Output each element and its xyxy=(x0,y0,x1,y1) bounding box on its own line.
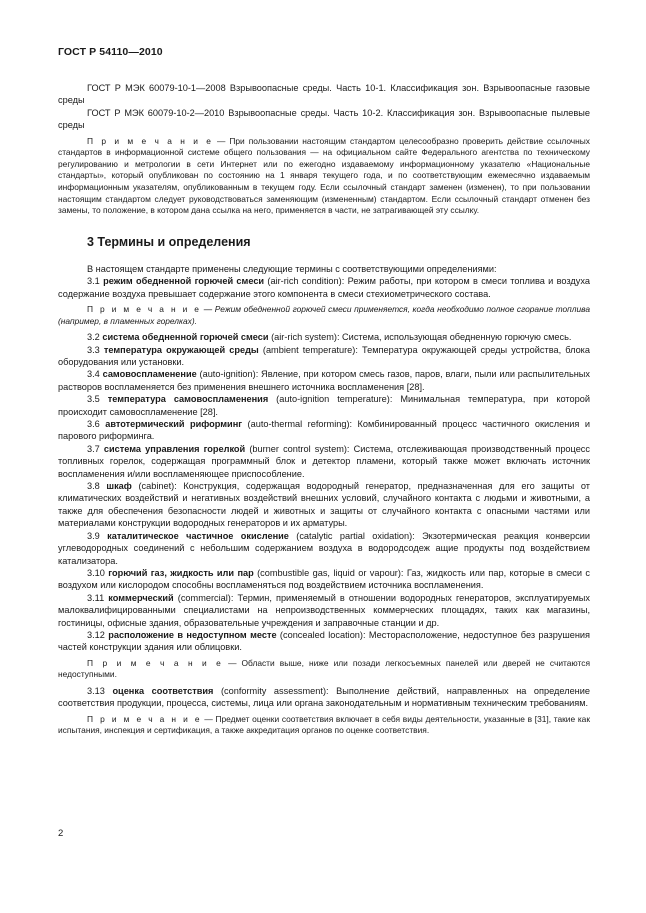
term-name: шкаф xyxy=(106,481,132,492)
note-text: — Режим обедненной горючей смеси применяется, когда необходимо полное сгорание топлива (например, в пламенных горелках). xyxy=(58,304,590,326)
term-name: температура самовоспламенения xyxy=(107,394,269,405)
term-definition: (conformity assessment): Выполнение действий, направленных на определение соответствия продукции, процесса, системы, лица или органа законодательным и нормативным техническим требованиям. xyxy=(58,685,590,709)
note-label: П р и м е ч а н и е xyxy=(87,304,202,314)
term-entry: 3.11 коммерческий (commercial): Термин, применяемый в отношении водородных генераторов, эксплуатируемых малоквалифицированными специалистами на непроизводственных коммерческих площадях, таких как магазины, гостиницы, офисные здания, образовательные учреждения и заправочные станции и др. xyxy=(58,592,590,628)
term-definition: (auto-ignition): Явление, при котором смесь газов, паров, влаги, пыли или распылительных растворов воспламеняется без применения внешнего источника воспламенения [28]. xyxy=(58,369,591,392)
term-name: система обедненной горючей смеси xyxy=(102,332,269,343)
ref-note xyxy=(58,136,590,217)
term-entry: 3.1 режим обедненной горючей смеси (air-rich condition): Режим работы, при котором в смеси топлива и воздуха содержание воздуха превышает содержание этого компонента в смеси стехиометрического состава. xyxy=(58,276,590,299)
ref-item: ГОСТ Р МЭК 60079-10-1—2008 Взрывоопасные среды. Часть 10-1. Классификация зон. Взрывоопасные газовые среды xyxy=(58,83,590,106)
term-entry: 3.7 система управления горелкой (burner control system): Система, отслеживающая производственный процесс топливных горелок, содержащая программный блок и детектор пламени, который также может включать источник воспламенения и/или воспламеняющее приспособление. xyxy=(58,443,590,479)
term-note xyxy=(58,304,590,327)
term-definition: (auto-ignition temperature): Минимальная температура, при которой происходит самовоспламенение [28]. xyxy=(58,394,590,417)
term-name: система управления горелкой xyxy=(103,443,246,454)
term-entry: 3.10 горючий газ, жидкость или пар (combustible gas, liquid or vapour): Газ, жидкость или пар, которые в смеси с воздухом или кислородом способны воспламеняться под воздействием источника воспламенения. xyxy=(58,567,590,591)
ref-item: ГОСТ Р МЭК 60079-10-2—2010 Взрывоопасные среды. Часть 10-2. Классификация зон. Взрывоопасные пылевые среды xyxy=(58,107,590,131)
note-label: П р и м е ч а н и е xyxy=(87,135,214,146)
note-label: П р и м е ч а н и е xyxy=(87,657,224,668)
term-definition: (concealed location): Месторасположение, недоступное без разрушения частей конструкции здания или облицовки. xyxy=(58,629,591,653)
term-name: расположение в недоступном месте xyxy=(108,629,277,640)
term-entry: 3.6 автотермический риформинг (auto-thermal reforming): Комбинированный процесс частичного окисления и парового риформинга. xyxy=(58,419,591,442)
term-entry: 3.4 самовоспламенение (auto-ignition): Явление, при котором смесь газов, паров, влаги, пыли или распылительных растворов воспламеняется без применения внешнего источника воспламенения [28]. xyxy=(58,369,591,392)
document-header: ГОСТ Р 54110—2010 xyxy=(58,46,163,58)
term-definition: (ambient temperature): Температура окружающей среды устройства, блока оборудования или установки. xyxy=(58,344,591,367)
term-name: самовоспламенение xyxy=(102,369,197,380)
term-entry: 3.8 шкаф (cabinet): Конструкция, содержащая водородный генератор, предназначенная для его защиты от климатических воздействий и негативных воздействий внешних условий, случайного контакта с людьми и животными, а также для обеспечения безопасности людей и животных и защиты от случайного контакта с опасными частями или материалами конструкции водородных генераторов и их арматуры. xyxy=(58,481,590,529)
section-title: 3 Термины и определения xyxy=(87,234,251,249)
term-name: температура окружающей среды xyxy=(103,344,259,355)
term-name: горючий газ, жидкость или пар xyxy=(108,567,254,578)
page-number: 2 xyxy=(58,828,64,839)
term-definition: (air-rich system): Система, использующая обедненную горючую смесь. xyxy=(268,332,572,343)
term-entry: 3.5 температура самовоспламенения (auto-ignition temperature): Минимальная температура, при которой происходит самовоспламенение [28]. xyxy=(58,394,590,417)
document-page xyxy=(58,46,590,737)
term-definition: (burner control system): Система, отслеживающая производственный процесс топливных горелок, содержащая программный блок и детектор пламени, который также может включать источник воспламенения и/или воспламеняющее приспособление. xyxy=(58,443,590,479)
term-definition: (air-rich condition): Режим работы, при котором в смеси топлива и воздуха содержание воздуха превышает содержание этого компонента в смеси стехиометрического состава. xyxy=(58,276,590,299)
note-text: — Предмет оценки соответствия включает в себя виды деятельности, указанные в [31], такие как испытания, инспекция и сертификация, а также аккредитация органов по оценке соответствия. xyxy=(58,713,590,736)
term-name: режим обедненной горючей смеси xyxy=(103,276,265,287)
term-definition: (auto-thermal reforming): Комбинированный процесс частичного окисления и парового риформинга. xyxy=(58,419,591,442)
note-label: П р и м е ч а н и е xyxy=(87,713,202,724)
note-text: — При пользовании настоящим стандартом целесообразно проверить действие ссылочных стандартов в информационной системе общего пользования — на официальном сайте Федерального агентства по техническому регулированию и метрологии в сети Интернет или по ежегодно издаваемому информационному указателю «Национальные стандарты», который опубликован по состоянию на 1 января текущего года, и по соответствующим ежемесячно издаваемым информационным указателям, опубликованным в текущем году. Если ссылочный стандарт заменен (изменен), то при пользовании настоящим стандартом следует руководствоваться заменяющим (измененным) стандартом. Если ссылочный стандарт отменен без замены, то положение, в котором дана ссылка на него, применяется в части, не затрагивающей эту ссылку. xyxy=(58,135,590,216)
term-note xyxy=(58,658,590,681)
term-definition: (combustible gas, liquid or vapour): Газ, жидкость или пар, которые в смеси с воздухом или кислородом способны воспламеняться под воздействием источника воспламенения. xyxy=(58,567,590,591)
term-note xyxy=(58,714,590,737)
term-definition: (commercial): Термин, применяемый в отношении водородных генераторов, эксплуатируемых малоквалифицированными специалистами на непроизводственных коммерческих площадях, таких как магазины, гостиницы, офисные здания, образовательные учреждения и заправочные станции и др. xyxy=(58,592,590,628)
term-name: оценка соответствия xyxy=(112,685,214,696)
term-name: коммерческий xyxy=(108,592,174,603)
term-entry: 3.2 система обедненной горючей смеси (air-rich system): Система, использующая обедненную горючую смесь. xyxy=(87,332,572,343)
term-name: каталитическое частичное окисление xyxy=(107,530,289,541)
note-text: — Области выше, ниже или позади легкосъемных панелей или дверей не считаются недоступными. xyxy=(58,657,590,680)
section-intro: В настоящем стандарте применены следующие термины с соответствующими определениями: xyxy=(87,263,497,274)
term-definition: (cabinet): Конструкция, содержащая водородный генератор, предназначенная для его защиты от климатических воздействий и негативных воздействий внешних условий, случайного контакта с людьми и животными, а также для обеспечения безопасности людей и животных и защиты от случайного контакта с опасными частями или материалами конструкции водородных генераторов и их арматуры. xyxy=(58,481,590,529)
term-entry: 3.12 расположение в недоступном месте (concealed location): Месторасположение, недоступное без разрушения частей конструкции здания или облицовки. xyxy=(58,629,591,653)
term-name: автотермический риформинг xyxy=(105,419,243,430)
term-entry: 3.9 каталитическое частичное окисление (catalytic partial oxidation): Экзотермическая реакция конверсии углеводородных соединений с небольшим содержанием воздуха в водородсодеж ащие продукты под воздействием катализатора. xyxy=(58,530,591,566)
term-entry: 3.3 температура окружающей среды (ambient temperature): Температура окружающей среды устройства, блока оборудования или установки. xyxy=(58,344,591,367)
term-entry: 3.13 оценка соответствия (conformity assessment): Выполнение действий, направленных на определение соответствия продукции, процесса, системы, лица или органа законодательным и нормативным техническим требованиям. xyxy=(58,685,590,709)
term-definition: (catalytic partial oxidation): Экзотермическая реакция конверсии углеводородных соединений с небольшим содержанием воздуха в водородсодеж ащие продукты под воздействием катализатора. xyxy=(58,530,591,566)
